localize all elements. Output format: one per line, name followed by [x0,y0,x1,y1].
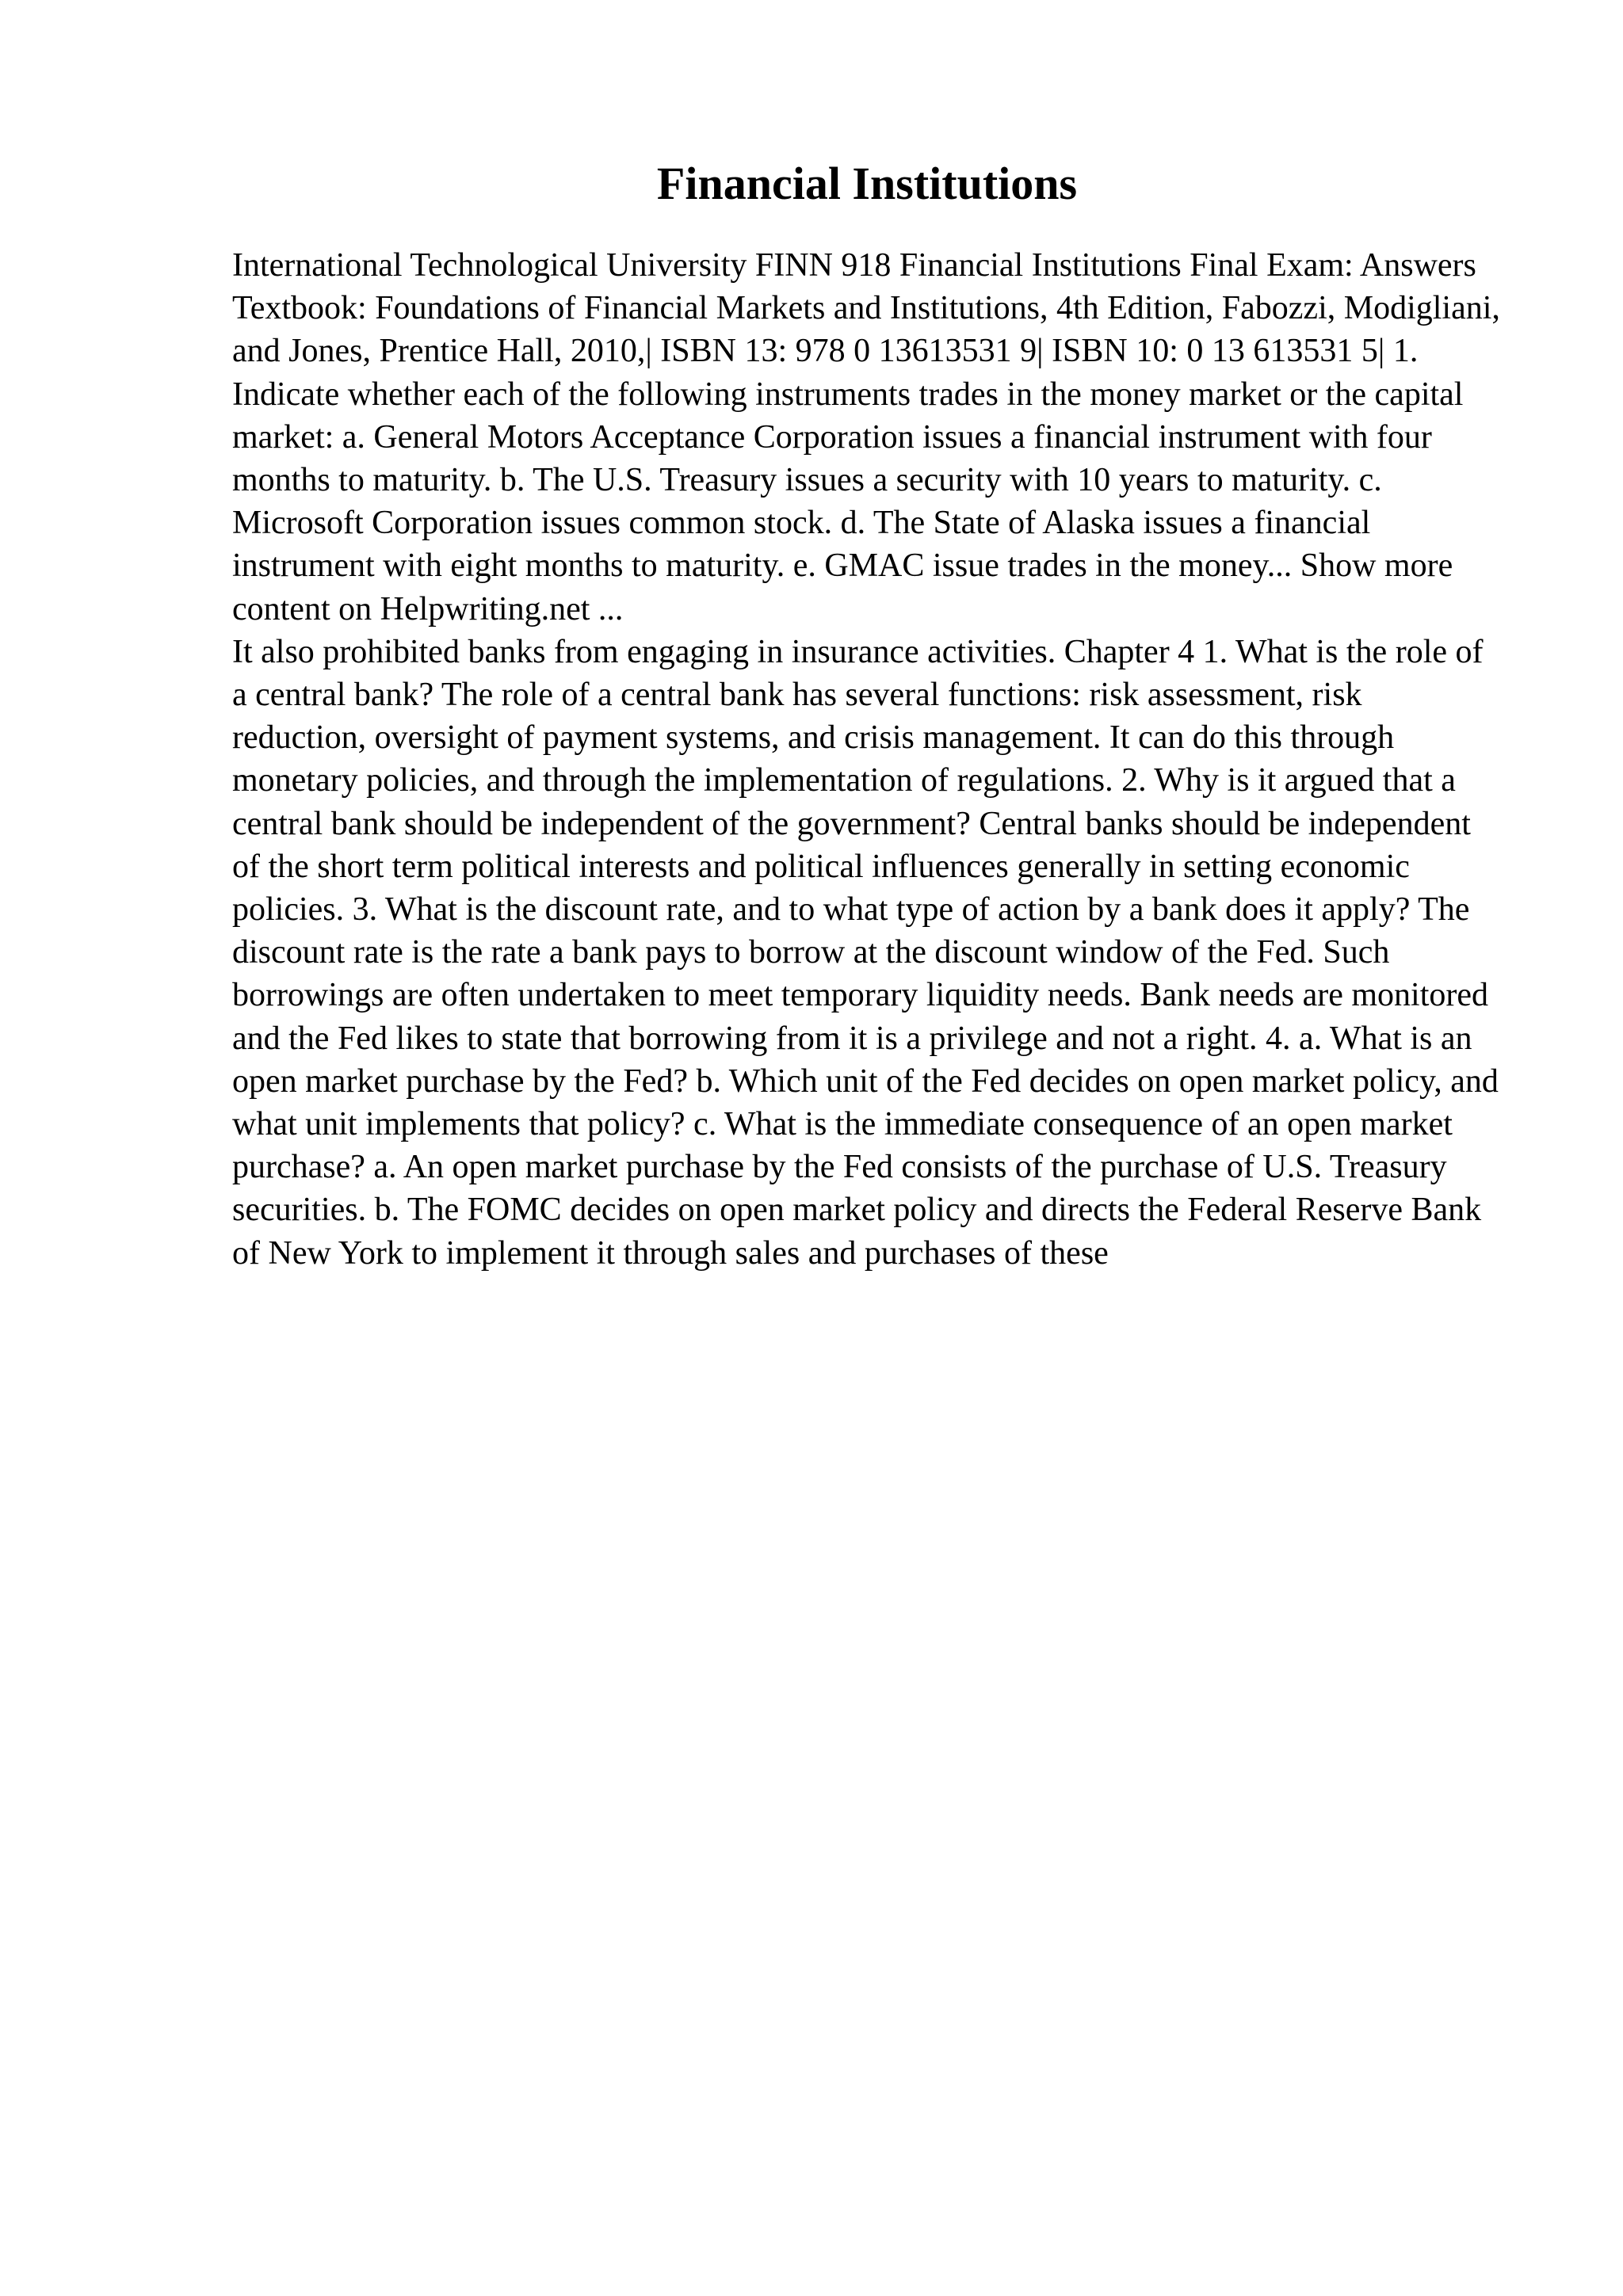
document-body [232,244,1500,1275]
paragraph-central-bank: It also prohibited banks from engaging in insurance activities. Chapter 4 1. What is the role of a central bank? The role of a central bank has several functions: risk assessment, risk reduction, oversight of payment systems, and crisis management. It can do this through monetary policies, and through the implementation of regulations. 2. Why is it argued that a central bank should be independent of the government? Central banks should be independent of the short term political interests and political influences generally in setting economic policies. 3. What is the discount rate, and to what type of action by a bank does it apply? The discount rate is the rate a bank pays to borrow at the discount window of the Fed. Such borrowings are often undertaken to meet temporary liquidity needs. Bank needs are monitored and the Fed likes to state that borrowing from it is a privilege and not a right. 4. a. What is an open market purchase by the Fed? b. Which unit of the Fed decides on open market policy, and what unit implements that policy? c. What is the immediate consequence of an open market purchase? a. An open market purchase by the Fed consists of the purchase of U.S. Treasury securities. b. The FOMC decides on open market policy and directs the Federal Reserve Bank of New York to implement it through sales and purchases of these [232,633,1499,1272]
paragraph-exam-intro: International Technological University FINN 918 Financial Institutions Final Exam: Answers Textbook: Foundations of Financial Markets and Institutions, 4th Edition, Fabozzi, Modigliani, and Jones, Prentice Hall, 2010,| ISBN 13: 978 0 13613531 9| ISBN 10: 0 13 613531 5| 1. Indicate whether each of the following instruments trades in the money market or the capital market: a. General Motors Acceptance Corporation issues a financial instrument with four months to maturity. b. The U.S. Treasury issues a security with 10 years to maturity. c. Microsoft Corporation issues common stock. d. The State of Alaska issues a financial instrument with eight months to maturity. e. GMAC issue trades in the money... Show more content on Helpwriting.net ... [232,247,1500,627]
document-title: Financial Institutions [656,158,1078,209]
